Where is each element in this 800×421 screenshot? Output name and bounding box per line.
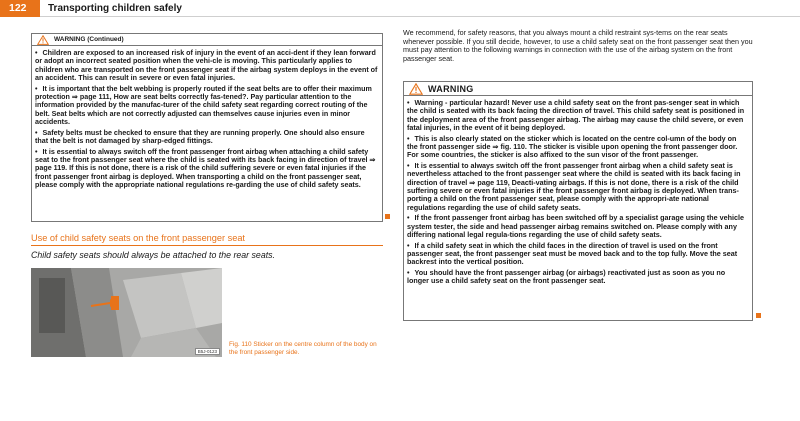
bullet: • bbox=[35, 49, 38, 57]
bullet: • bbox=[407, 98, 410, 107]
warning-paragraph bbox=[407, 135, 749, 160]
section-end-marker bbox=[756, 313, 761, 318]
section-end-marker bbox=[385, 214, 390, 219]
paragraph-text: It is essential to always switch off the front passenger front airbag when attaching a child safety seat to the front passenger seat where the child is seated with its back facing in direction of travel ⇒ page 119. If this is not done, there is a risk of the child suffering severe or even fatal injuries if the front passenger front airbag is deployed. When transporting a child on the front passenger seat, please comply with the appropriate national regulations re-garding the use of child safety seats. bbox=[35, 147, 376, 189]
warning-triangle-icon bbox=[409, 83, 423, 95]
warning-paragraph bbox=[407, 269, 749, 286]
bullet: • bbox=[35, 128, 38, 137]
warning-body bbox=[404, 96, 752, 286]
warning-box bbox=[403, 81, 753, 321]
figure-code: B5J-0123 bbox=[195, 348, 220, 355]
warning-paragraph bbox=[407, 242, 749, 267]
warning-header bbox=[404, 82, 752, 96]
paragraph-text: If the front passenger front airbag has been switched off by a specialist garage using the vehicle system tester, the side and head passenger airbag remains switched on. Please comply with any differing national legal regula-tions regarding the use of child safety seats. bbox=[407, 213, 745, 239]
bullet: • bbox=[407, 213, 410, 223]
warning-heading: WARNING (Continued) bbox=[54, 36, 124, 43]
warning-heading: WARNING bbox=[428, 83, 474, 94]
paragraph-text: It is essential to always switch off the front passenger front airbag when a child safety seat is nevertheless attached to the front passenger seat where the child is seated with its back facing in direction of travel ⇒ page 119, Deacti-vating airbags. If this is not done, there is a risk of the child suffering severe or even fatal injuries if the front passenger front airbag is deployed. When trans-porting a child on the front passenger seat, please comply with the appropri-ate national regulations regarding the use of child safety seats. bbox=[407, 161, 741, 212]
page-title: Transporting children safely bbox=[48, 3, 182, 14]
warning-paragraph bbox=[407, 214, 749, 239]
warning-paragraph bbox=[35, 129, 379, 146]
paragraph-text: Warning - particular hazard! Never use a child safety seat on the front pas-senger seat in which the child is seated with its back facing the direction of travel. This child safety seat is positioned in the deployment area of the front passenger airbag. The airbag may cause the child severe, or even fatal injuries, in the event of it being deployed. bbox=[407, 98, 745, 132]
bullet: • bbox=[35, 84, 38, 93]
paragraph-text: Safety belts must be checked to ensure that they are running properly. One should also ensure that the belt is not damaged by sharp-edged fittings. bbox=[35, 128, 365, 145]
section-subheading: Child safety seats should always be attached to the rear seats. bbox=[31, 250, 276, 260]
bullet: • bbox=[407, 133, 410, 143]
page-header bbox=[0, 0, 800, 17]
paragraph-text: If a child safety seat in which the child faces in the direction of travel is used on the front passenger seat, the front passenger seat must be moved back and to the top fully. Move the seat backrest into the vertical position. bbox=[407, 240, 738, 267]
warning-box-continued bbox=[31, 33, 383, 222]
paragraph-text: Children are exposed to an increased risk of injury in the event of an acci-dent if they lean forward or adopt an incorrect seated position when the vehi-cle is moving. This particularly applies to children who are transported on the front passenger seat if the airbag system deploys in the event of an accident. This can result in severe or even fatal injuries. bbox=[35, 49, 378, 82]
warning-paragraph bbox=[35, 49, 379, 82]
page-number: 122 bbox=[0, 0, 40, 17]
bullet: • bbox=[407, 268, 410, 278]
warning-header bbox=[32, 34, 382, 46]
paragraph-text: This is also clearly stated on the sticker which is located on the centre col-umn of the body on the front passenger side ⇒ fig. 110. The sticker is visible upon opening the front passenger door. For some countries, the sticker is also affixed to the sun visor of the front passenger. bbox=[407, 133, 738, 160]
figure-car-interior bbox=[31, 268, 222, 357]
warning-triangle-icon bbox=[37, 35, 49, 45]
section-heading: Use of child safety seats on the front passenger seat bbox=[31, 233, 383, 246]
bullet: • bbox=[407, 161, 410, 171]
warning-paragraph bbox=[407, 99, 749, 132]
intro-paragraph: We recommend, for safety reasons, that you always mount a child restraint sys-tems on the rear seats whenever possible. If you still decide, however, to use a child safety seat on the front passenger seat then you must pay attention to the following warnings in connection with the use of the airbag system on the front passenger seat. bbox=[403, 28, 753, 63]
warning-paragraph bbox=[35, 148, 379, 189]
paragraph-text: It is important that the belt webbing is properly routed if the seat belts are to offer their maximum protection ⇒ page 111, How are seat belts correctly fas-tened?. Pay particular attention to the information provided by the manufac-turer of the child safety seat regarding correct routing of the belt. Seat belts which are not correctly adjusted can themselves cause injuries even in minor accidents. bbox=[35, 84, 372, 126]
header-divider bbox=[40, 16, 800, 17]
bullet: • bbox=[407, 240, 410, 250]
warning-body bbox=[32, 46, 382, 189]
car-interior-illustration bbox=[31, 268, 222, 357]
warning-paragraph bbox=[35, 85, 379, 126]
paragraph-text: You should have the front passenger airbag (or airbags) reactivated just as soon as you no longer use a child safety seat on the front passenger seat. bbox=[407, 268, 726, 286]
figure-caption: Fig. 110 Sticker on the centre column of the body on the front passenger side. bbox=[229, 341, 377, 356]
warning-paragraph bbox=[407, 162, 749, 212]
bullet: • bbox=[35, 147, 38, 156]
